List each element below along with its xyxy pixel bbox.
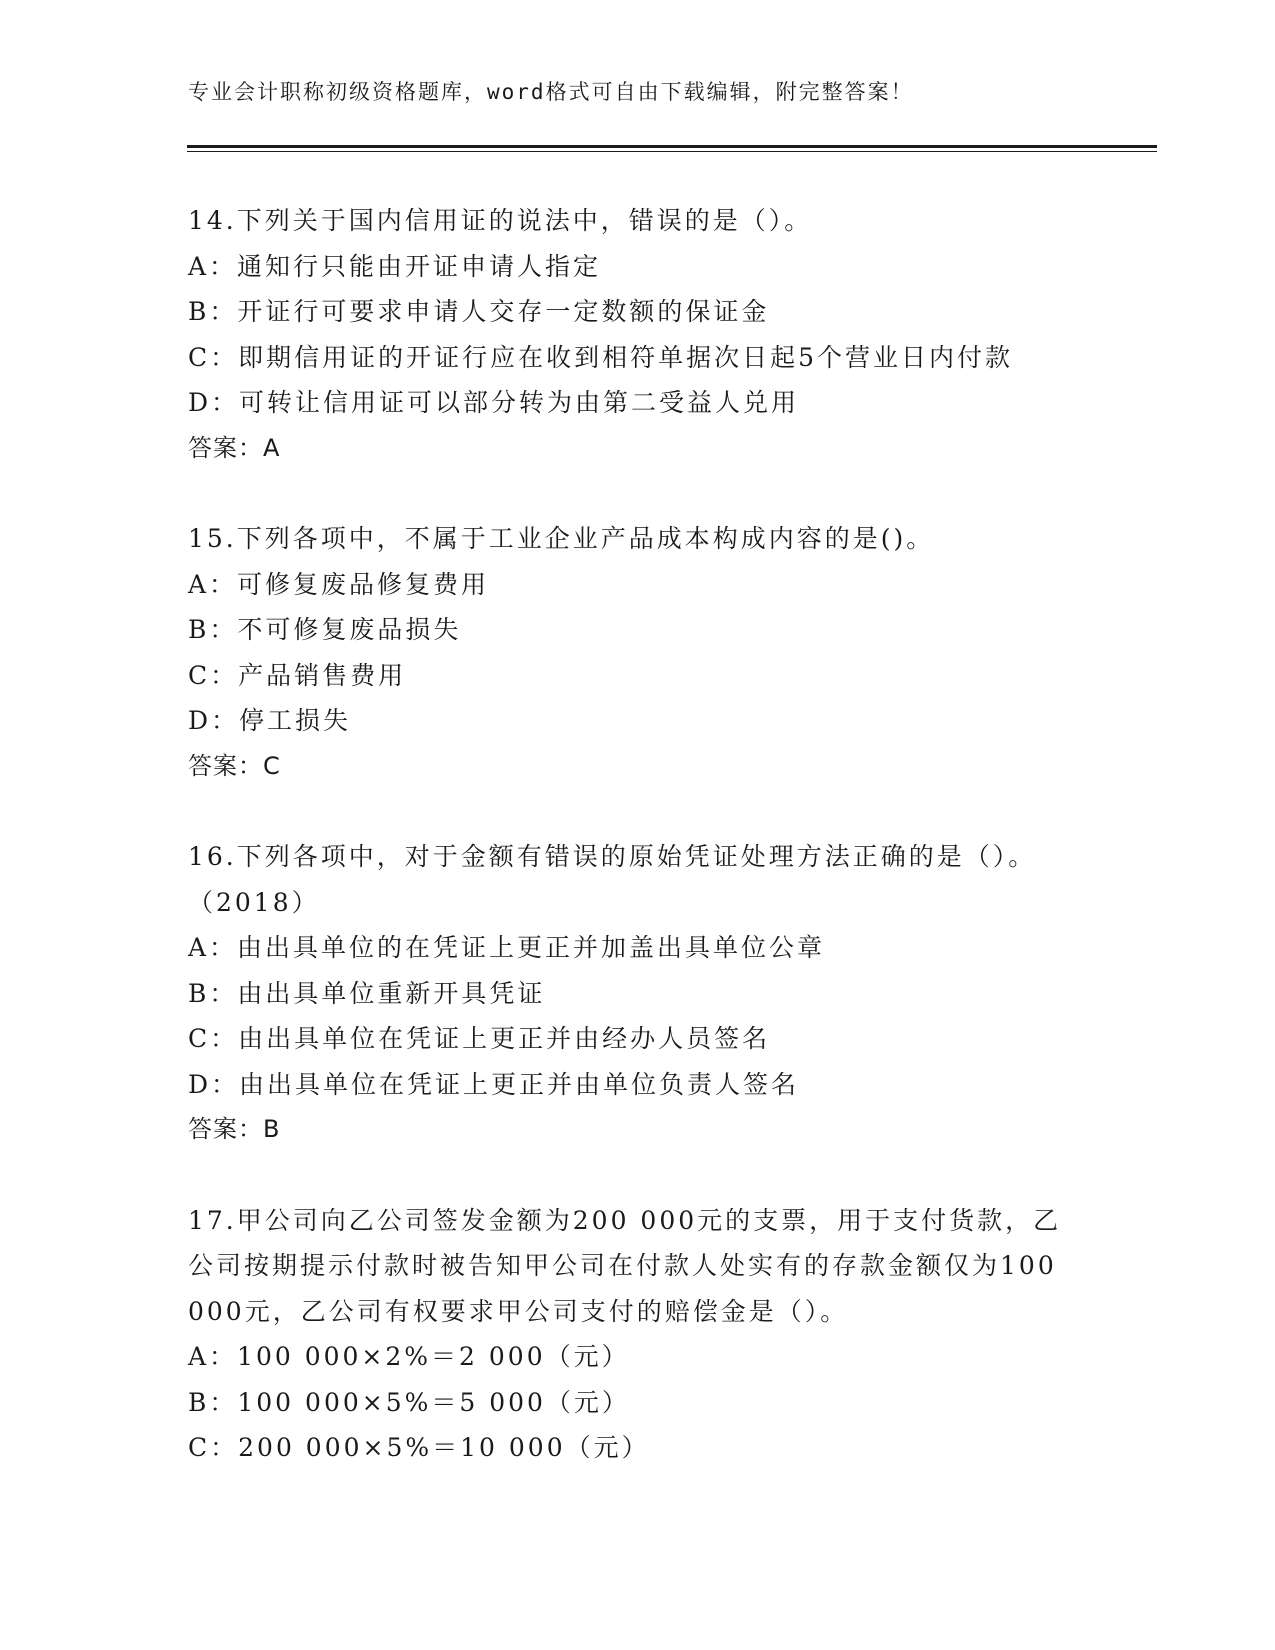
question-stem: 15.下列各项中，不属于工业企业产品成本构成内容的是()。 xyxy=(188,524,935,553)
question-stem: 17.甲公司向乙公司签发金额为200 000元的支票，用于支付货款，乙 xyxy=(188,1205,1062,1235)
question-16 xyxy=(188,834,1088,1153)
question-list xyxy=(188,198,1088,1516)
question-stem-year: （2018） xyxy=(188,887,320,917)
option-d: D：由出具单位在凭证上更正并由单位负责人签名 xyxy=(188,1069,800,1099)
option-d: D：停工损失 xyxy=(188,706,352,735)
question-14 xyxy=(188,198,1088,471)
page-header-text: 专业会计职称初级资格题库，word格式可自由下载编辑，附完整答案！ xyxy=(188,80,914,104)
option-a: A：通知行只能由开证申请人指定 xyxy=(188,251,602,281)
option-b: B：100 000×5%＝5 000（元） xyxy=(188,1387,630,1417)
question-stem: 14.下列关于国内信用证的说法中，错误的是（）。 xyxy=(188,206,813,235)
answer-line: 答案：B xyxy=(188,1115,281,1143)
option-c: C：200 000×5%＝10 000（元） xyxy=(188,1433,650,1462)
option-a: A：100 000×2%＝2 000（元） xyxy=(188,1342,630,1371)
question-15 xyxy=(188,516,1088,789)
option-a: A：由出具单位的在凭证上更正并加盖出具单位公章 xyxy=(188,933,826,962)
option-c: C：由出具单位在凭证上更正并由经办人员签名 xyxy=(188,1024,771,1053)
option-b: B：开证行可要求申请人交存一定数额的保证金 xyxy=(188,297,770,326)
option-a: A：可修复废品修复费用 xyxy=(188,569,490,599)
header-divider xyxy=(187,145,1157,152)
question-stem-cont: 公司按期提示付款时被告知甲公司在付款人处实有的存款金额仅为100 xyxy=(188,1251,1057,1280)
option-c: C：即期信用证的开证行应在收到相符单据次日起5个营业日内付款 xyxy=(188,342,1014,372)
answer-line: 答案：A xyxy=(188,433,281,462)
question-stem-cont: 000元，乙公司有权要求甲公司支付的赔偿金是（）。 xyxy=(188,1296,849,1326)
question-stem: 16.下列各项中，对于金额有错误的原始凭证处理方法正确的是（）。 xyxy=(188,842,1037,871)
option-b: B：不可修复废品损失 xyxy=(188,615,462,644)
option-b: B：由出具单位重新开具凭证 xyxy=(188,978,546,1008)
answer-line: 答案：C xyxy=(188,751,281,780)
option-c: C：产品销售费用 xyxy=(188,660,407,690)
option-d: D：可转让信用证可以部分转为由第二受益人兑用 xyxy=(188,388,800,417)
question-17 xyxy=(188,1198,1088,1471)
